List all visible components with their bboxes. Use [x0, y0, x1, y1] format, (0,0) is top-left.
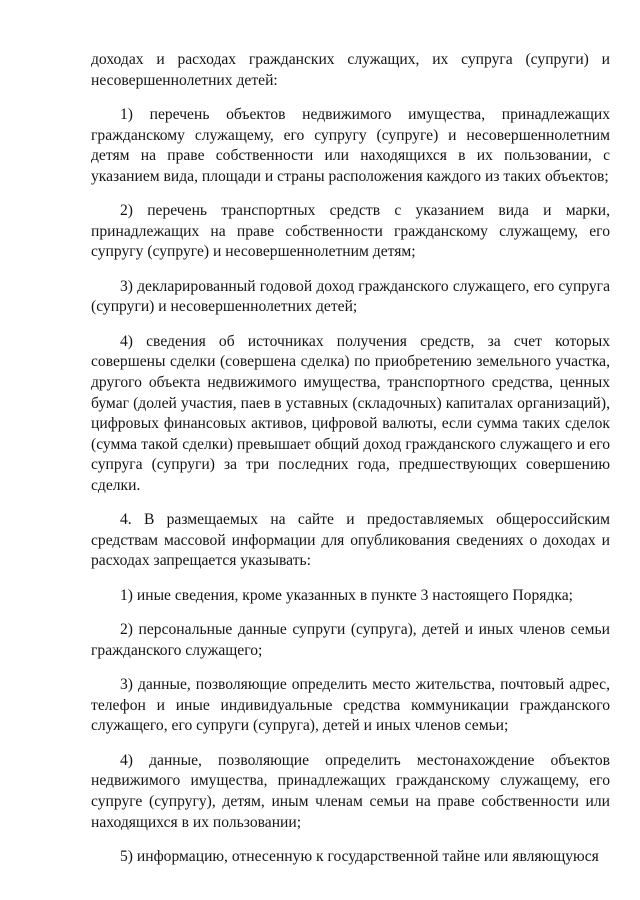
paragraph-prohibited-2: 2) персональные данные супруги (супруга), детей и иных членов семьи гражданского служащего; — [91, 621, 610, 659]
paragraph-item-2-vehicles: 2) перечень транспортных средств с указанием вида и марки, принадлежащих на праве собственности гражданскому служащему, его супругу (супруге) и несовершеннолетним детям; — [91, 202, 610, 261]
paragraph-item-1-real-estate: 1) перечень объектов недвижимого имущества, принадлежащих гражданскому служащему, его супругу (супруге) и несовершеннолетним детям на праве собственности или находящихся в их пользовании, с указанием вида, площади и страны расположения каждого из таких объектов; — [91, 105, 610, 185]
paragraph-prohibited-5: 5) информацию, отнесенную к государственной тайне или являющуюся — [120, 847, 599, 865]
paragraph-item-4-funds-sources: 4) сведения об источниках получения средств, за счет которых совершены сделки (совершена сделка) по приобретению земельного участка, другого объекта недвижимого имущества, транспортного средства, ценных бумаг (долей участия, паев в уставных (складочных) капиталах организаций), цифровых финансовых активов, цифровой валюты, если сумма таких сделок (сумма такой сделки) превышает общий доход гражданского служащего и его супруга (супруги) за три последних года, предшествующих совершению сделки. — [91, 332, 610, 494]
paragraph-prohibited-3: 3) данные, позволяющие определить место жительства, почтовый адрес, телефон и иные индивидуальные средства коммуникации гражданского служащего, его супруги (супруга), детей и иных членов семьи; — [91, 676, 610, 735]
paragraph-continuation: доходах и расходах гражданских служащих, их супруга (супруги) и несовершеннолетних детей: — [91, 51, 610, 89]
paragraph-prohibited-4: 4) данные, позволяющие определить местонахождение объектов недвижимого имущества, принадлежащих гражданскому служащему, его супруге (супругу), детям, иным членам семьи на праве собственности или находящихся в их пользовании; — [91, 751, 610, 831]
paragraph-section-4: 4. В размещаемых на сайте и предоставляемых общероссийским средствам массовой информации для опубликования сведениях о доходах и расходах запрещается указывать: — [91, 511, 610, 570]
paragraph-item-3-income: 3) декларированный годовой доход гражданского служащего, его супруга (супруги) и несовершеннолетних детей; — [91, 277, 610, 316]
document-body — [91, 50, 610, 868]
paragraph-prohibited-1: 1) иные сведения, кроме указанных в пункте 3 настоящего Порядка; — [120, 586, 573, 604]
